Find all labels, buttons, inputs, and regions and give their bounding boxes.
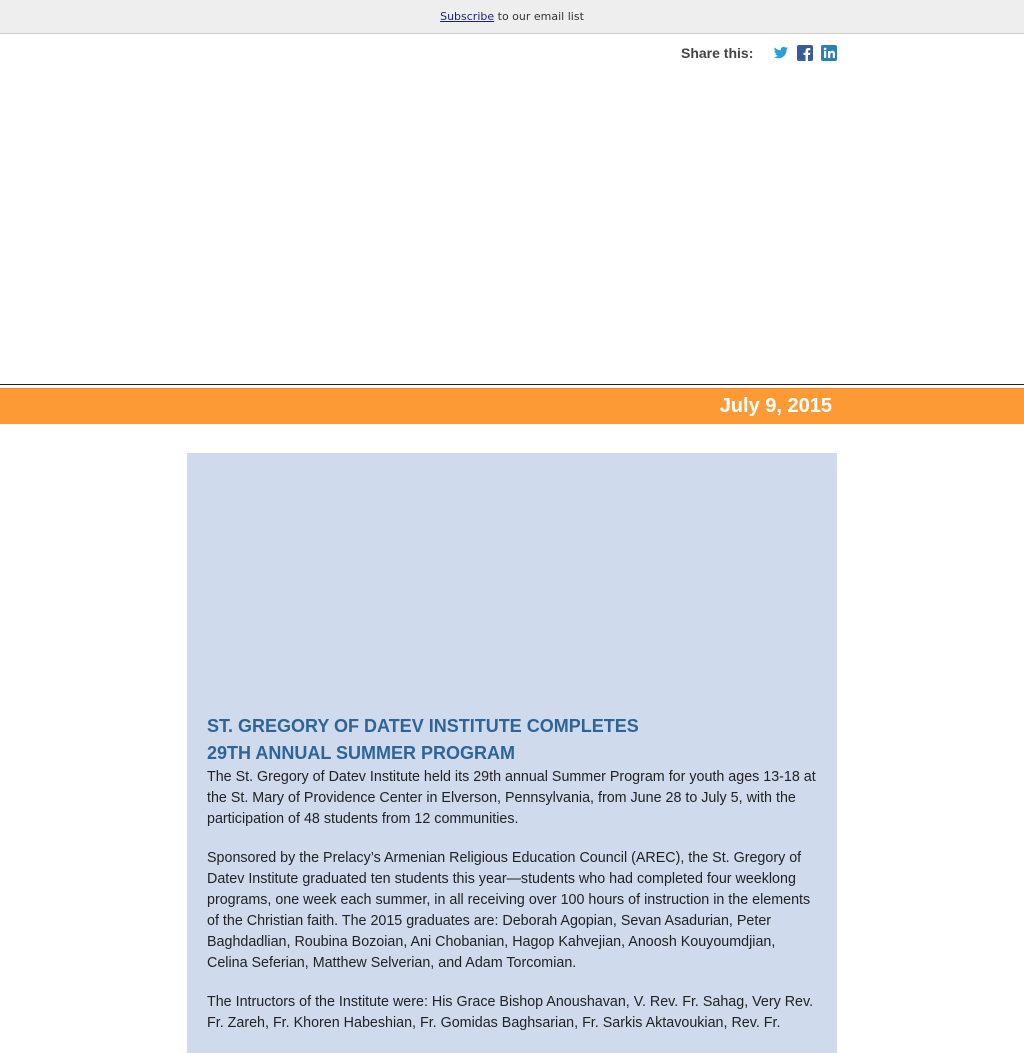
header-divider (0, 384, 1024, 385)
article-photo-area (187, 453, 837, 713)
article-paragraph: The St. Gregory of Datev Institute held its 29th annual Summer Program for youth ages 13-18 at the St. Mary of Providence Center in Elverson, Pennsylvania, from June 28 to July 5, with the participation of 48 students from 12 communities. (207, 769, 816, 827)
subscribe-text: to our email list (494, 10, 584, 23)
facebook-icon[interactable] (797, 45, 813, 61)
subscribe-link[interactable]: Subscribe (440, 10, 495, 23)
article-card (187, 453, 837, 1053)
article-title (207, 713, 817, 767)
share-bar (681, 43, 837, 63)
article-body (187, 713, 837, 1034)
article-paragraph: The Intructors of the Institute were: His Grace Bishop Anoushavan, V. Rev. Fr. Sahag, Very Rev. Fr. Zareh, Fr. Khoren Habeshian, Fr. Gomidas Baghsarian, Fr. Sarkis Aktavoukian, Rev. Fr. (207, 994, 814, 1031)
article-title-line1: ST. GREGORY OF DATEV INSTITUTE COMPLETES (207, 716, 639, 736)
linkedin-icon[interactable] (821, 45, 837, 61)
subscribe-bar (0, 0, 1024, 34)
date-bar (0, 388, 1024, 424)
article-paragraph: Sponsored by the Prelacy’s Armenian Religious Education Council (AREC), the St. Gregory of Datev Institute graduated ten students this year—students who had completed four weeklong programs, one week each summer, in all receiving over 100 hours of instruction in the elements of the Christian faith. The 2015 graduates are: Deborah Agopian, Sevan Asadurian, Peter Baghdadlian, Roubina Bozoian, Ani Chobanian, Hagop Kahvejian, Anoosh Kouyoumdjian, Celina Seferian, Matthew Selverian, and Adam Torcomian. (207, 850, 811, 971)
article-title-line2: 29TH ANNUAL SUMMER PROGRAM (207, 743, 516, 763)
share-label: Share this: (681, 45, 754, 61)
twitter-icon[interactable] (773, 45, 789, 61)
issue-date: July 9, 2015 (719, 395, 832, 417)
header-banner-area (0, 70, 1024, 380)
